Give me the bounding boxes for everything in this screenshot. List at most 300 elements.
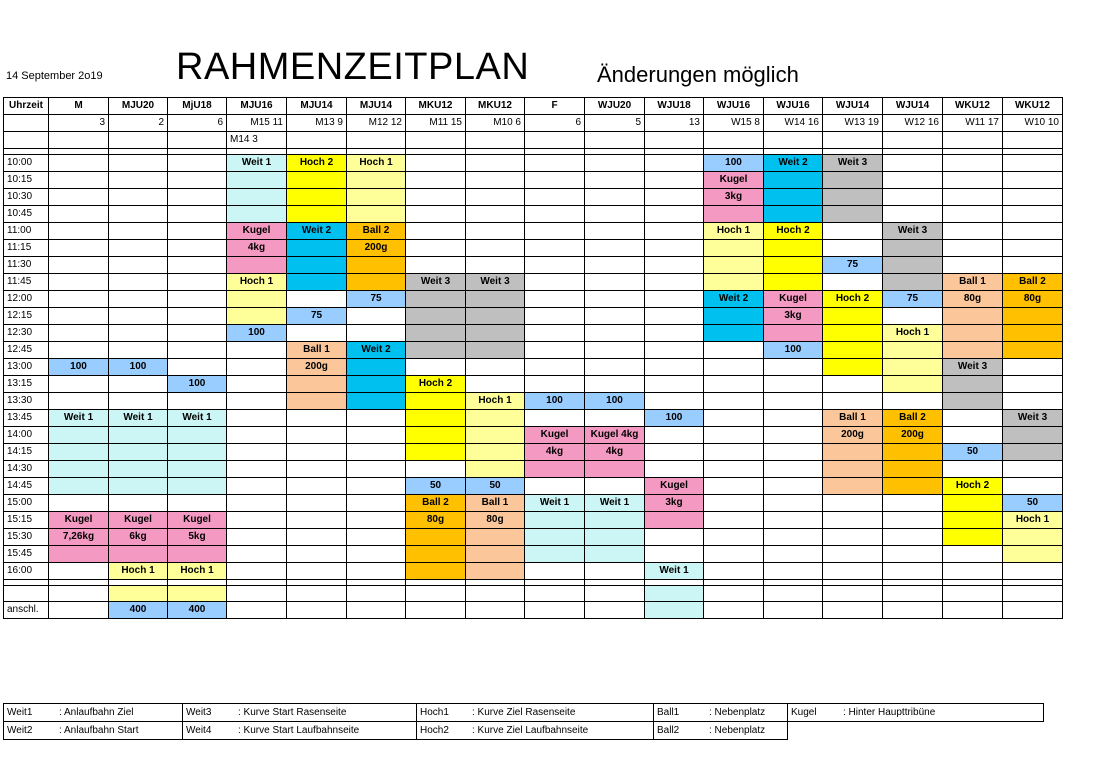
time-row xyxy=(4,461,1063,478)
event-cell-continued xyxy=(823,444,883,461)
event-cell-continued xyxy=(943,325,1003,342)
empty-cell xyxy=(764,529,823,546)
empty-cell xyxy=(227,461,287,478)
column-header: WJU20 xyxy=(585,98,645,115)
event-cell: 400 xyxy=(168,602,227,619)
event-cell-continued xyxy=(406,546,466,563)
event-cell-continued xyxy=(406,291,466,308)
event-cell-continued xyxy=(943,529,1003,546)
empty-cell xyxy=(168,155,227,172)
empty-cell xyxy=(764,427,823,444)
event-cell: 4kg xyxy=(585,444,645,461)
empty-cell xyxy=(347,529,406,546)
event-cell-continued xyxy=(287,274,347,291)
time-row xyxy=(4,529,1063,546)
event-cell: Weit 3 xyxy=(406,274,466,291)
event-cell-continued xyxy=(1003,427,1063,444)
empty-cell xyxy=(525,155,585,172)
empty-cell xyxy=(168,206,227,223)
empty-cell xyxy=(764,478,823,495)
event-cell-continued xyxy=(466,342,525,359)
event-cell: 100 xyxy=(49,359,109,376)
event-cell-continued xyxy=(227,206,287,223)
column-header: F xyxy=(525,98,585,115)
empty-cell xyxy=(406,189,466,206)
empty-cell xyxy=(168,257,227,274)
event-cell: 100 xyxy=(525,393,585,410)
empty-cell xyxy=(1003,240,1063,257)
event-cell: Hoch 2 xyxy=(943,478,1003,495)
empty-cell xyxy=(347,495,406,512)
event-cell-continued xyxy=(704,308,764,325)
event-cell: 400 xyxy=(109,602,168,619)
event-cell-continued xyxy=(287,393,347,410)
event-cell-continued xyxy=(168,478,227,495)
column-subheader: M11 15 xyxy=(406,115,466,132)
legend-value: : Nebenplatz xyxy=(706,722,788,740)
event-cell-continued xyxy=(168,461,227,478)
event-cell-continued xyxy=(466,291,525,308)
empty-cell xyxy=(109,172,168,189)
empty-cell xyxy=(525,206,585,223)
event-cell-continued xyxy=(227,291,287,308)
event-cell-continued xyxy=(704,240,764,257)
empty-cell xyxy=(406,172,466,189)
empty-cell xyxy=(585,155,645,172)
empty-cell xyxy=(823,563,883,580)
column-header: M xyxy=(49,98,109,115)
subheader-row xyxy=(4,115,1063,132)
event-cell: 75 xyxy=(287,308,347,325)
event-cell-continued xyxy=(585,546,645,563)
event-cell: 50 xyxy=(943,444,1003,461)
event-cell: Hoch 1 xyxy=(227,274,287,291)
empty-cell xyxy=(704,586,764,602)
event-cell-continued xyxy=(823,325,883,342)
legend-key: Kugel xyxy=(788,704,841,722)
event-cell: Weit 1 xyxy=(585,495,645,512)
empty-cell xyxy=(525,240,585,257)
empty-cell xyxy=(347,444,406,461)
time-label: 14:30 xyxy=(4,461,49,478)
empty-cell xyxy=(168,291,227,308)
event-cell-continued xyxy=(406,342,466,359)
legend-key: Ball1 xyxy=(654,704,707,722)
time-row xyxy=(4,512,1063,529)
event-cell-continued xyxy=(347,206,406,223)
event-cell-continued xyxy=(406,427,466,444)
empty-cell xyxy=(585,189,645,206)
empty-cell xyxy=(466,223,525,240)
empty-cell xyxy=(227,342,287,359)
event-cell-continued xyxy=(466,546,525,563)
empty-cell xyxy=(943,602,1003,619)
empty-cell xyxy=(764,495,823,512)
empty-cell xyxy=(823,376,883,393)
event-cell-continued xyxy=(764,189,823,206)
empty-cell xyxy=(525,257,585,274)
time-row xyxy=(4,495,1063,512)
event-cell-continued xyxy=(883,240,943,257)
event-cell-continued xyxy=(823,308,883,325)
event-cell-continued xyxy=(287,240,347,257)
event-cell-continued xyxy=(466,410,525,427)
column-header: WKU12 xyxy=(943,98,1003,115)
event-cell-continued xyxy=(466,444,525,461)
time-label: 13:45 xyxy=(4,410,49,427)
event-cell-continued xyxy=(287,376,347,393)
event-cell: 100 xyxy=(645,410,704,427)
empty-cell xyxy=(645,529,704,546)
event-cell: Kugel xyxy=(704,172,764,189)
empty-cell xyxy=(287,563,347,580)
empty-cell xyxy=(109,240,168,257)
empty-cell xyxy=(704,376,764,393)
empty-cell xyxy=(227,495,287,512)
empty-cell xyxy=(227,427,287,444)
event-cell-continued xyxy=(109,444,168,461)
event-cell-continued xyxy=(823,478,883,495)
column-header: MJU14 xyxy=(287,98,347,115)
event-cell-continued xyxy=(704,257,764,274)
event-cell-continued xyxy=(645,512,704,529)
empty-cell xyxy=(49,563,109,580)
empty-cell xyxy=(704,602,764,619)
empty-cell xyxy=(227,586,287,602)
event-cell-continued xyxy=(883,478,943,495)
time-label: 14:45 xyxy=(4,478,49,495)
event-cell-continued xyxy=(943,308,1003,325)
event-cell-continued xyxy=(347,376,406,393)
column-subheader xyxy=(883,132,943,149)
empty-cell xyxy=(49,308,109,325)
empty-cell xyxy=(227,529,287,546)
column-header: MKU12 xyxy=(466,98,525,115)
event-cell: 5kg xyxy=(168,529,227,546)
event-cell: Hoch 2 xyxy=(406,376,466,393)
column-subheader xyxy=(1003,132,1063,149)
empty-cell xyxy=(406,155,466,172)
empty-cell xyxy=(287,546,347,563)
event-cell-continued xyxy=(49,461,109,478)
empty-cell xyxy=(347,602,406,619)
empty-cell xyxy=(645,240,704,257)
event-cell-continued xyxy=(823,206,883,223)
event-cell-continued xyxy=(704,206,764,223)
empty-cell xyxy=(823,223,883,240)
event-cell-continued xyxy=(227,308,287,325)
column-subheader: 6 xyxy=(525,115,585,132)
empty-cell xyxy=(704,461,764,478)
event-cell-continued xyxy=(764,206,823,223)
legend-value: : Kurve Ziel Laufbahnseite xyxy=(469,722,654,740)
event-cell: 100 xyxy=(585,393,645,410)
empty-cell xyxy=(823,602,883,619)
event-cell-continued xyxy=(168,586,227,602)
empty-cell xyxy=(585,291,645,308)
empty-cell xyxy=(287,461,347,478)
empty-cell xyxy=(347,512,406,529)
empty-cell xyxy=(49,495,109,512)
empty-cell xyxy=(645,461,704,478)
event-cell-continued xyxy=(943,376,1003,393)
empty-cell xyxy=(704,529,764,546)
empty-cell xyxy=(645,325,704,342)
time-label xyxy=(4,586,49,602)
time-label: 11:30 xyxy=(4,257,49,274)
column-header: WJU18 xyxy=(645,98,704,115)
column-subheader: W11 17 xyxy=(943,115,1003,132)
event-cell: Hoch 1 xyxy=(466,393,525,410)
event-cell-continued xyxy=(883,342,943,359)
empty-cell xyxy=(704,546,764,563)
empty-cell xyxy=(764,586,823,602)
empty-cell xyxy=(406,206,466,223)
event-cell-continued xyxy=(466,563,525,580)
empty-cell xyxy=(109,325,168,342)
event-cell: 6kg xyxy=(109,529,168,546)
event-cell-continued xyxy=(764,172,823,189)
empty-cell xyxy=(585,410,645,427)
time-row xyxy=(4,172,1063,189)
empty-cell xyxy=(109,291,168,308)
empty-cell xyxy=(525,359,585,376)
event-cell-continued xyxy=(347,359,406,376)
event-cell: Hoch 1 xyxy=(168,563,227,580)
empty-cell xyxy=(287,410,347,427)
event-cell-continued xyxy=(466,325,525,342)
empty-cell xyxy=(109,274,168,291)
empty-cell xyxy=(227,410,287,427)
time-label: 12:30 xyxy=(4,325,49,342)
event-cell: 75 xyxy=(823,257,883,274)
empty-cell xyxy=(406,240,466,257)
empty-cell xyxy=(168,495,227,512)
empty-cell xyxy=(585,240,645,257)
time-row xyxy=(4,342,1063,359)
time-label: anschl. xyxy=(4,602,49,619)
empty-cell xyxy=(168,393,227,410)
column-subheader: M13 9 xyxy=(287,115,347,132)
empty-cell xyxy=(347,308,406,325)
event-cell-continued xyxy=(49,427,109,444)
empty-cell xyxy=(645,427,704,444)
empty-cell xyxy=(883,308,943,325)
page-title: RAHMENZEITPLAN xyxy=(176,46,530,88)
schedule-table xyxy=(3,97,1063,619)
time-row xyxy=(4,308,1063,325)
column-subheader xyxy=(466,132,525,149)
empty-cell xyxy=(466,359,525,376)
empty-cell xyxy=(287,529,347,546)
empty-cell xyxy=(1003,563,1063,580)
event-cell-continued xyxy=(764,240,823,257)
event-cell-continued xyxy=(347,393,406,410)
column-subheader xyxy=(525,132,585,149)
event-cell-continued xyxy=(109,461,168,478)
time-row xyxy=(4,359,1063,376)
event-cell-continued xyxy=(287,189,347,206)
empty-cell xyxy=(645,342,704,359)
empty-cell xyxy=(704,410,764,427)
event-cell: Hoch 1 xyxy=(347,155,406,172)
empty-cell xyxy=(347,586,406,602)
event-cell: Kugel xyxy=(168,512,227,529)
time-label: 10:15 xyxy=(4,172,49,189)
event-cell: Ball 1 xyxy=(823,410,883,427)
time-row xyxy=(4,291,1063,308)
empty-cell xyxy=(168,325,227,342)
empty-cell xyxy=(109,155,168,172)
event-cell: Weit 3 xyxy=(466,274,525,291)
event-cell: Weit 2 xyxy=(704,291,764,308)
empty-cell xyxy=(883,563,943,580)
event-cell-continued xyxy=(883,359,943,376)
empty-cell xyxy=(585,274,645,291)
empty-cell xyxy=(287,478,347,495)
empty-cell xyxy=(764,563,823,580)
event-cell-continued xyxy=(525,512,585,529)
event-cell: 200g xyxy=(883,427,943,444)
event-cell-continued xyxy=(287,257,347,274)
time-row xyxy=(4,274,1063,291)
empty-cell xyxy=(645,444,704,461)
event-cell-continued xyxy=(704,274,764,291)
empty-cell xyxy=(466,155,525,172)
empty-cell xyxy=(406,602,466,619)
event-cell-continued xyxy=(466,427,525,444)
event-cell: 75 xyxy=(347,291,406,308)
event-cell-continued xyxy=(525,461,585,478)
event-cell-continued xyxy=(883,461,943,478)
event-cell-continued xyxy=(1003,529,1063,546)
event-cell-continued xyxy=(943,495,1003,512)
empty-cell xyxy=(883,393,943,410)
time-label: 15:00 xyxy=(4,495,49,512)
time-label: 15:30 xyxy=(4,529,49,546)
empty-cell xyxy=(287,444,347,461)
event-cell: 7,26kg xyxy=(49,529,109,546)
empty-cell xyxy=(943,546,1003,563)
event-cell-continued xyxy=(883,274,943,291)
event-cell: Hoch 1 xyxy=(109,563,168,580)
event-cell: Weit 2 xyxy=(347,342,406,359)
event-cell-continued xyxy=(49,546,109,563)
empty-cell xyxy=(645,172,704,189)
empty-cell xyxy=(287,602,347,619)
event-cell: Weit 1 xyxy=(227,155,287,172)
empty-cell xyxy=(227,376,287,393)
empty-cell xyxy=(227,359,287,376)
empty-cell xyxy=(943,172,1003,189)
event-cell-continued xyxy=(347,257,406,274)
event-cell: Ball 2 xyxy=(406,495,466,512)
empty-cell xyxy=(764,602,823,619)
empty-cell xyxy=(704,563,764,580)
column-subheader: W10 10 xyxy=(1003,115,1063,132)
empty-cell xyxy=(1003,586,1063,602)
empty-cell xyxy=(49,602,109,619)
empty-cell xyxy=(585,563,645,580)
empty-cell xyxy=(764,410,823,427)
empty-cell xyxy=(525,602,585,619)
empty-cell xyxy=(645,308,704,325)
time-label: 12:15 xyxy=(4,308,49,325)
empty-cell xyxy=(883,512,943,529)
empty-cell xyxy=(645,274,704,291)
empty-cell xyxy=(49,393,109,410)
time-label: 16:00 xyxy=(4,563,49,580)
event-cell: Kugel xyxy=(764,291,823,308)
empty-cell xyxy=(525,172,585,189)
event-cell: 3kg xyxy=(704,189,764,206)
empty-cell xyxy=(227,393,287,410)
event-cell-continued xyxy=(227,257,287,274)
empty-cell xyxy=(406,586,466,602)
legend-key: Ball2 xyxy=(654,722,707,740)
empty-cell xyxy=(347,461,406,478)
column-subheader: W12 16 xyxy=(883,115,943,132)
event-cell-continued xyxy=(764,257,823,274)
empty-cell xyxy=(1003,172,1063,189)
event-cell: 50 xyxy=(1003,495,1063,512)
legend-value: : Kurve Start Rasenseite xyxy=(235,704,417,722)
empty-cell xyxy=(764,393,823,410)
empty-cell xyxy=(943,563,1003,580)
empty-cell xyxy=(645,291,704,308)
event-cell: Ball 2 xyxy=(347,223,406,240)
empty-cell xyxy=(525,342,585,359)
event-cell: 200g xyxy=(287,359,347,376)
empty-cell xyxy=(883,155,943,172)
column-subheader xyxy=(168,132,227,149)
schedule-date: 14 September 2o19 xyxy=(6,70,103,82)
legend-table xyxy=(3,703,1044,740)
event-cell: Ball 1 xyxy=(466,495,525,512)
empty-cell xyxy=(109,393,168,410)
event-cell: Hoch 1 xyxy=(1003,512,1063,529)
event-cell: Hoch 2 xyxy=(287,155,347,172)
time-label: 11:00 xyxy=(4,223,49,240)
empty-cell xyxy=(704,342,764,359)
legend-value: : Anlaufbahn Ziel xyxy=(56,704,183,722)
empty-cell xyxy=(466,257,525,274)
event-cell: 100 xyxy=(109,359,168,376)
time-label: 13:15 xyxy=(4,376,49,393)
empty-cell xyxy=(764,461,823,478)
event-cell: Weit 1 xyxy=(49,410,109,427)
event-cell-continued xyxy=(49,478,109,495)
empty-cell xyxy=(883,586,943,602)
event-cell-continued xyxy=(347,189,406,206)
event-cell-continued xyxy=(585,512,645,529)
empty-cell xyxy=(49,240,109,257)
event-cell: 80g xyxy=(466,512,525,529)
event-cell-continued xyxy=(109,427,168,444)
column-subheader xyxy=(49,132,109,149)
column-subheader xyxy=(4,132,49,149)
empty-cell xyxy=(943,461,1003,478)
event-cell-continued xyxy=(645,602,704,619)
event-cell-continued xyxy=(823,461,883,478)
event-cell-continued xyxy=(823,189,883,206)
event-cell: 100 xyxy=(227,325,287,342)
empty-cell xyxy=(585,342,645,359)
empty-cell xyxy=(49,274,109,291)
empty-cell xyxy=(764,376,823,393)
empty-cell xyxy=(645,376,704,393)
legend-value: : Kurve Start Laufbahnseite xyxy=(235,722,417,740)
